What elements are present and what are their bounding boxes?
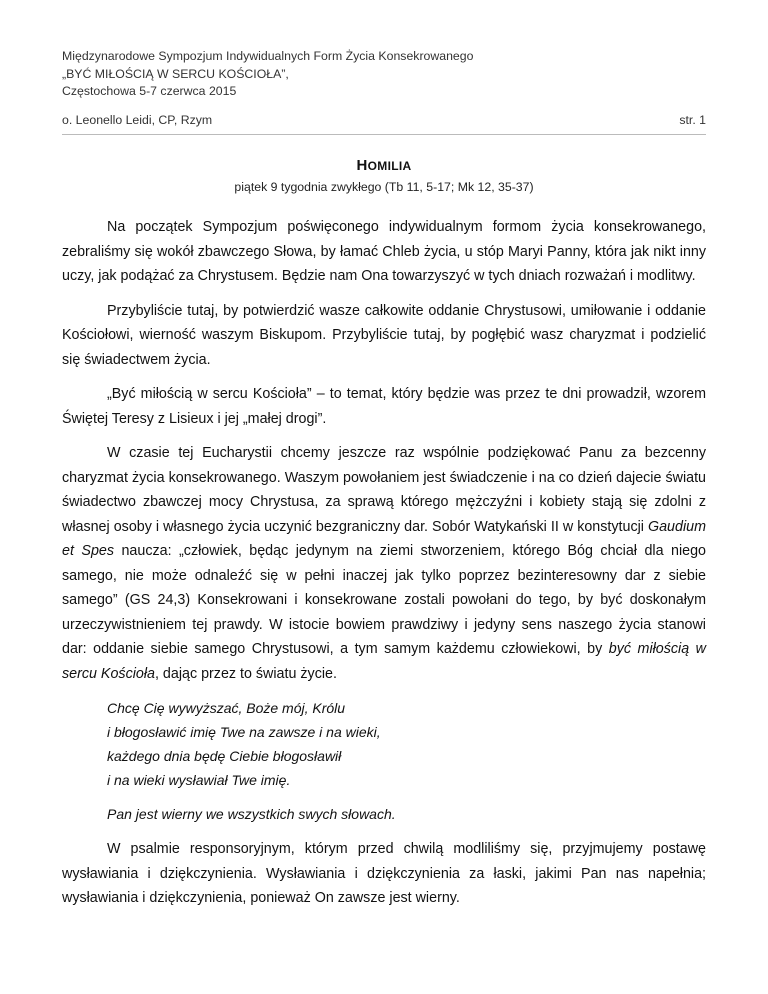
paragraph-4-part-e: , dając przez to światu życie.: [154, 665, 337, 682]
title-first-letter: H: [356, 157, 368, 174]
conference-name: Międzynarodowe Sympozjum Indywidualnych Form Życia Konsekrowanego: [62, 49, 474, 63]
paragraph-4-part-a: W czasie tej Eucharystii chcemy jeszcze raz wspólnie podziękować Panu za bezcenny charyzmat życia konsekrowanego. Waszym powołaniem jest świadczenie i na co dzień dajecie światu świadectwo zbawczej mocy Chrystusa, za sprawą którego mężczyźni i kobiety stają się zdolni z własnej osoby i własnego życia uczynić bezgraniczny dar. Sobór Watykański II w konstytucji: [62, 445, 706, 535]
author-name: o. Leonello Leidi, CP, Rzym: [62, 113, 213, 127]
conference-theme: „BYĆ MIŁOŚCIĄ W SERCU KOŚCIOŁA”,: [62, 66, 289, 81]
paragraph-1: Na początek Sympozjum poświęconego indywidualnym formom życia konsekrowanego, zebraliśmy się wokół zbawczego Słowa, by łamać Chleb życia, u stóp Maryi Panny, która jak nikt inny uczy, jak podążać za Chrystusem. Będzie nam Ona towarzyszyć w tych dniach rozważań i modlitwy.: [62, 219, 706, 284]
conference-header: [62, 48, 473, 101]
paragraph-4-document-title: Gaudium et Spes: [62, 518, 706, 559]
paragraph-3: „Być miłością w sercu Kościoła” – to temat, który będzie was przez te dni prowadził, wzorem Świętej Teresy z Lisieux i jej „małej drogi”.: [62, 386, 706, 427]
psalm-verse: [107, 696, 706, 792]
psalm-response: Pan jest wierny we wszystkich swych słowach.: [107, 806, 396, 822]
conference-place-date: Częstochowa 5-7 czerwca 2015: [62, 84, 237, 98]
paragraph-2: Przybyliście tutaj, by potwierdzić wasze całkowite oddanie Chrystusowi, umiłowanie i oddanie Kościołowi, wierność waszym Biskupom. Przybyliście tutaj, by pogłębić wasz charyzmat i podzielić się świadectwem życia.: [62, 302, 706, 368]
paragraph-4: [62, 441, 706, 686]
paragraph-4-theme: być miłością w sercu Kościoła: [62, 641, 707, 682]
page-number: str. 1: [679, 113, 706, 127]
homily-body: [62, 215, 706, 921]
paragraph-5: W psalmie responsoryjnym, którym przed chwilą modliliśmy się, przyjmujemy postawę wysławiania i dziękczynienia. Wysławiania i dziękczynienia za łaski, jakimi Pan nas napełnia; wysławiania i dziękczynienia, ponieważ On zawsze jest wierny.: [62, 841, 706, 906]
verse-line: każdego dnia będę Ciebie błogosławił: [107, 748, 342, 764]
document-title: [0, 157, 768, 174]
author-line: [62, 113, 706, 135]
verse-line: i błogosławić imię Twe na zawsze i na wieki,: [107, 724, 381, 740]
title-rest: OMILIA: [367, 159, 412, 173]
verse-line: Chcę Cię wywyższać, Boże mój, Królu: [107, 700, 346, 716]
document-subtitle: piątek 9 tygodnia zwykłego (Tb 11, 5-17; Mk 12, 35-37): [234, 180, 534, 194]
paragraph-4-part-c: naucza: „człowiek, będąc jedynym na ziemi stworzeniem, którego Bóg chciał dla niego samego, nie może odnaleźć się w pełni inaczej jak tylko poprzez bezinteresowny dar z siebie samego” (GS 24,3) Konsekrowani i konsekrowane zostali powołani do tego, by być doskonałym urzeczywistnieniem tej prawdy. W istocie bowiem prawdziwy i jedyny sens naszego życia stanowi dar: oddanie siebie samego Chrystusowi, a tym samym każdemu człowiekowi, by: [62, 543, 706, 657]
verse-line: i na wieki wysławiał Twe imię.: [107, 772, 291, 788]
